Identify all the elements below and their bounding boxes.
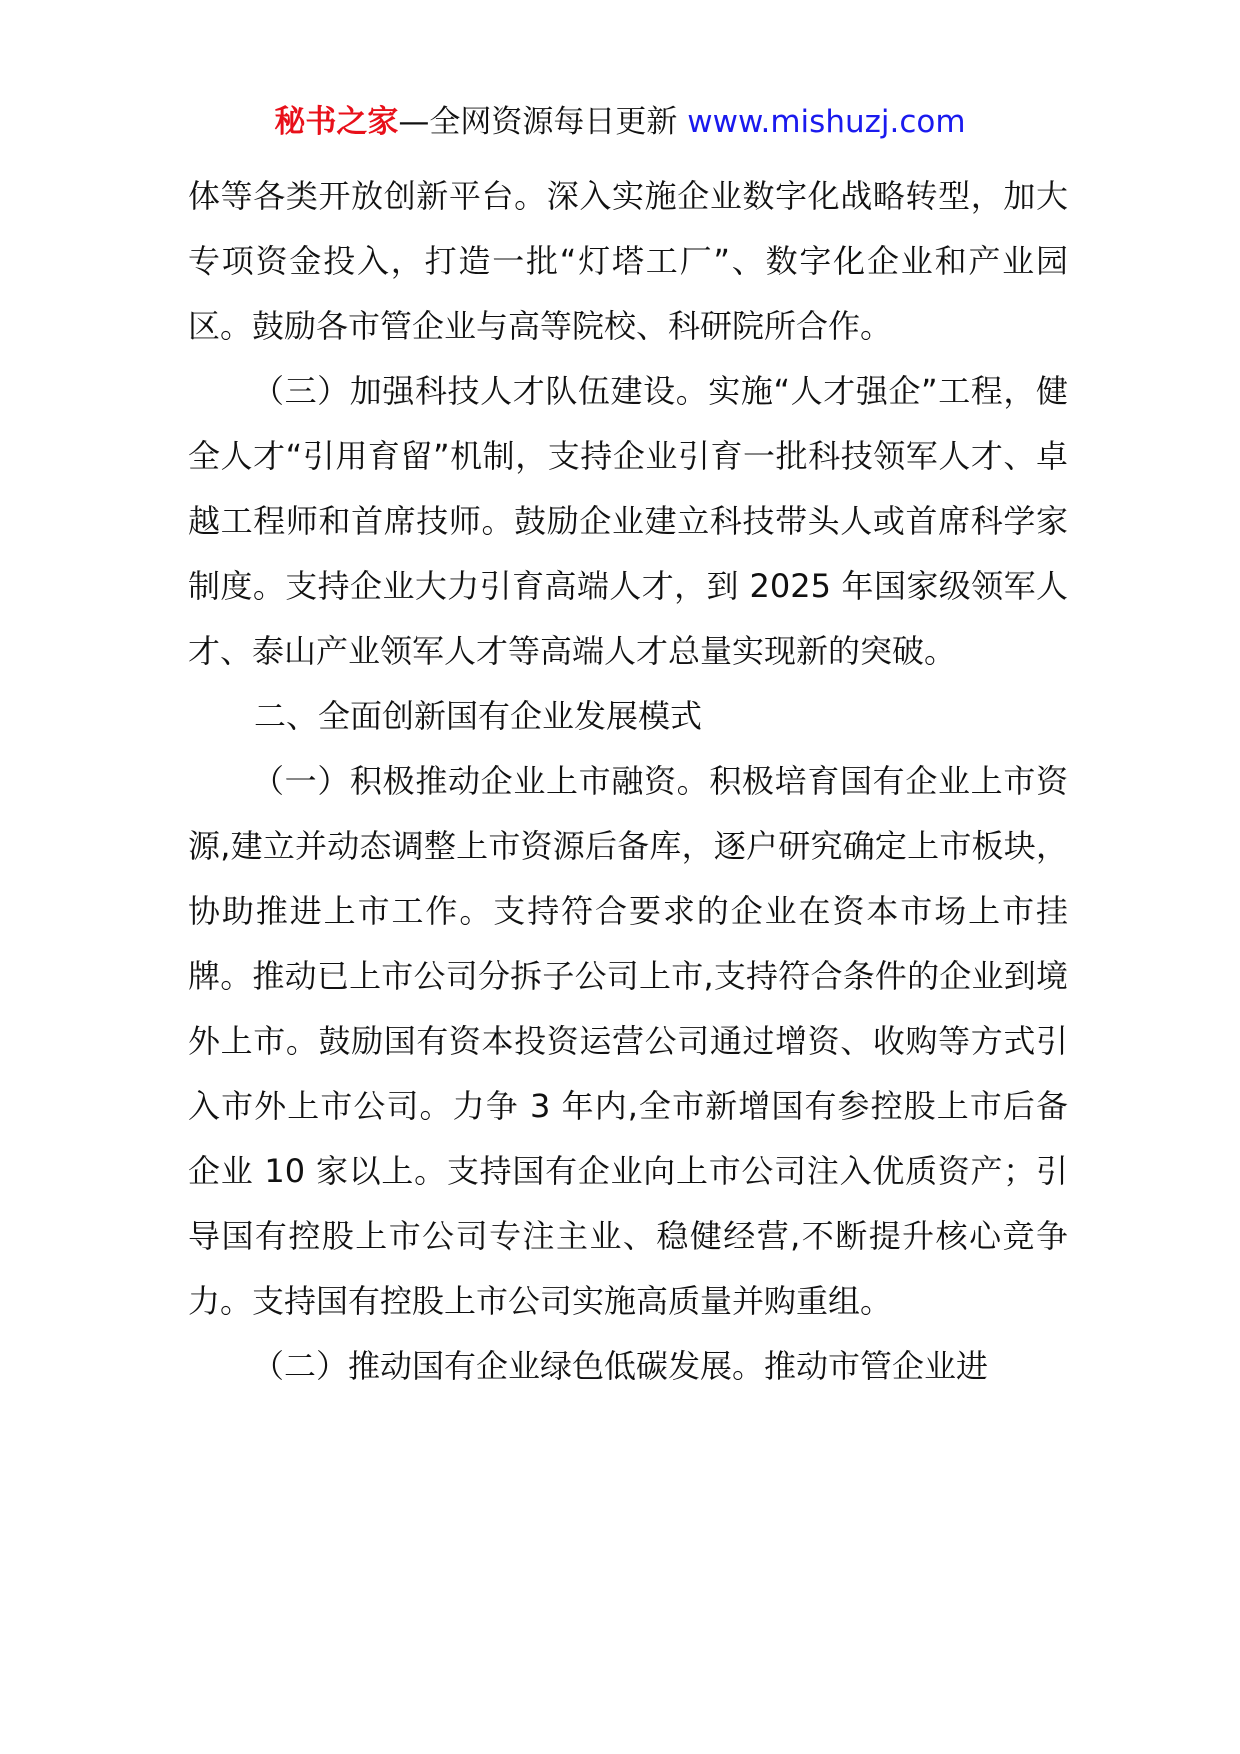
paragraph-continuation: 体等各类开放创新平台。深入实施企业数字化战略转型，加大专项资金投入，打造一批“灯塔工厂”、数字化企业和产业园区。鼓励各市管企业与高等院校、科研院所合作。: [188, 177, 1068, 345]
paragraph-talent: （三）加强科技人才队伍建设。实施“人才强企”工程，健全人才“引用育留”机制，支持企业引育一批科技领军人才、卓越工程师和首席技师。鼓励企业建立科技带头人或首席科学家制度。支持企业大力引育高端人才，到 2025 年国家级领军人才、泰山产业领军人才等高端人才总量实现新的突破。: [188, 372, 1068, 670]
brand-name: 秘书之家: [274, 104, 399, 140]
section-heading: 二、全面创新国有企业发展模式: [254, 697, 703, 735]
paragraph-listing: （一）积极推动企业上市融资。积极培育国有企业上市资源,建立并动态调整上市资源后备库，逐户研究确定上市板块，协助推进上市工作。支持符合要求的企业在资本市场上市挂牌。推动已上市公司分拆子公司上市,支持符合条件的企业到境外上市。鼓励国有资本投资运营公司通过增资、收购等方式引入市外上市公司。力争 3 年内,全市新增国有参控股上市后备企业 10 家以上。支持国有企业向上市公司注入优质资产；引导国有控股上市公司专注主业、稳健经营,不断提升核心竞争力。支持国有控股上市公司实施高质量并购重组。: [188, 762, 1068, 1320]
site-url-link[interactable]: www.mishuzj.com: [687, 104, 966, 140]
header-tagline: —全网资源每日更新: [398, 104, 688, 140]
document-body: [188, 164, 1068, 1399]
paragraph-green: （二）推动国有企业绿色低碳发展。推动市管企业进: [252, 1347, 989, 1385]
site-header: [0, 100, 1240, 144]
